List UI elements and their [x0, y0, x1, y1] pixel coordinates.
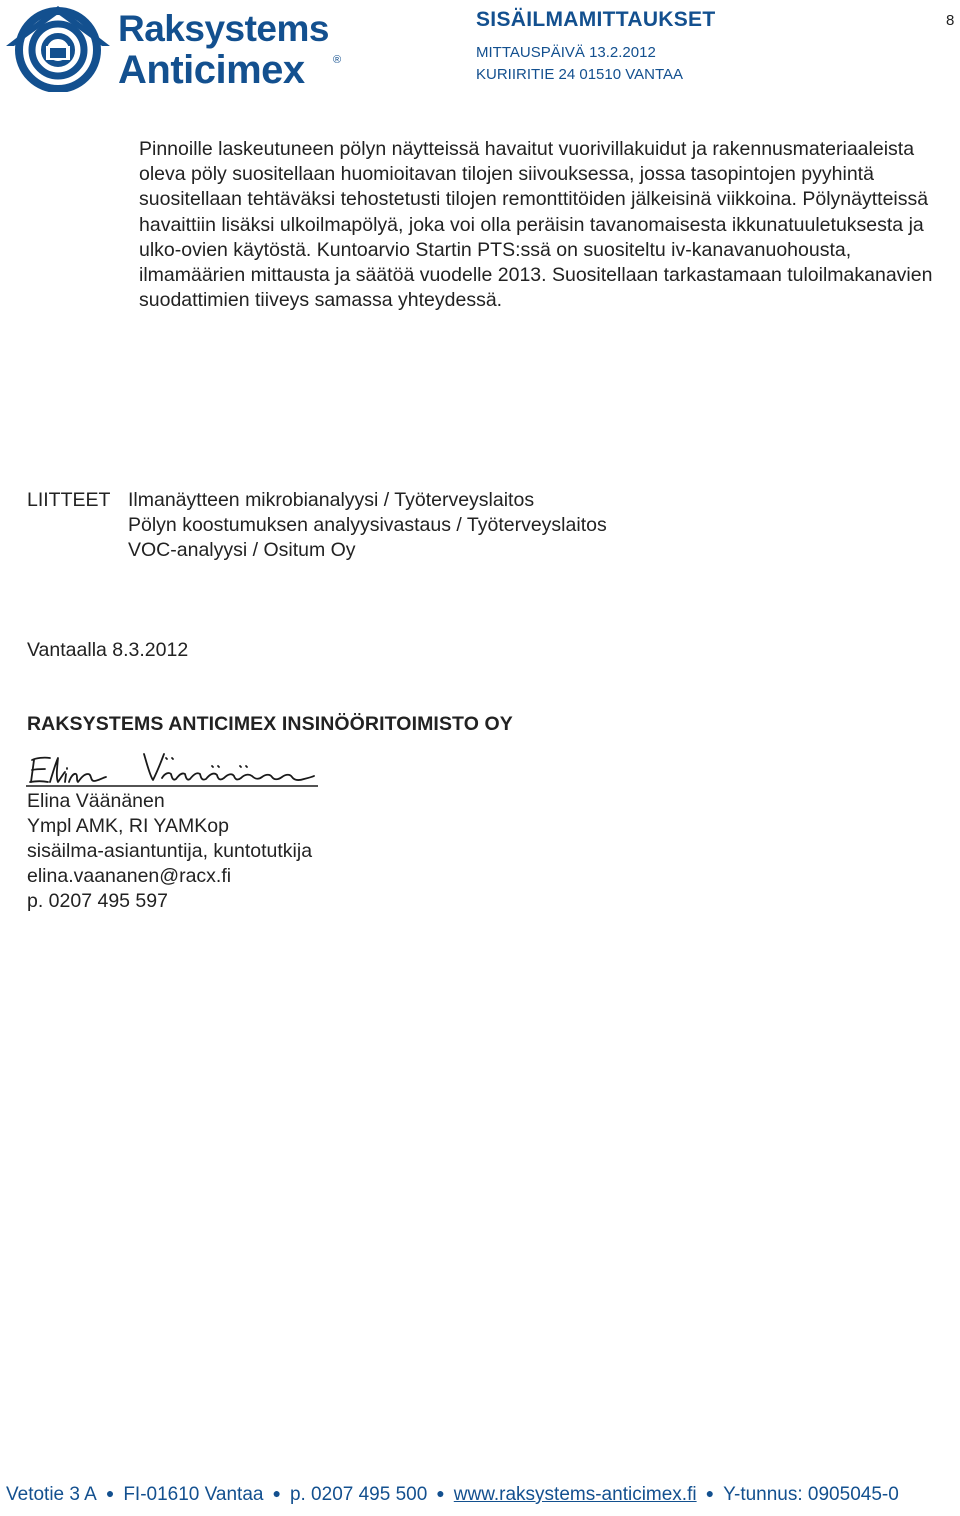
attachments-label: LIITTEET: [27, 489, 111, 511]
logo-wordmark-line1: Raksystems: [118, 8, 329, 49]
company-name: RAKSYSTEMS ANTICIMEX INSINÖÖRITOIMISTO OY: [27, 713, 513, 735]
page-number: 8: [946, 12, 955, 29]
attachment-item: VOC-analyysi / Ositum Oy: [128, 539, 356, 561]
signer-details: [27, 789, 312, 914]
attachments-list: [128, 488, 607, 563]
logo-wordmark-line2: Anticimex: [118, 48, 305, 92]
footer-business-id: Y-tunnus: 0905045-0: [723, 1484, 899, 1505]
page-footer: [6, 1484, 899, 1506]
attachment-item: Pölyn koostumuksen analyysivastaus / Työterveyslaitos: [128, 514, 607, 536]
document-title: SISÄILMAMITTAUKSET: [476, 8, 716, 31]
measurement-date: MITTAUSPÄIVÄ 13.2.2012: [476, 44, 656, 61]
place-and-date: Vantaalla 8.3.2012: [27, 639, 189, 661]
attachment-item: Ilmanäytteen mikrobianalyysi / Työterveyslaitos: [128, 489, 535, 511]
registered-mark: ®: [333, 54, 342, 66]
bullet-separator: ●: [436, 1485, 445, 1501]
site-address: KURIIRITIE 24 01510 VANTAA: [476, 66, 684, 83]
bullet-separator: ●: [272, 1485, 281, 1501]
signer-name: Elina Väänänen: [27, 790, 165, 812]
handwritten-signature: [26, 748, 318, 788]
logo-mark-icon: [6, 6, 110, 92]
bullet-separator: ●: [105, 1485, 115, 1501]
footer-phone: p. 0207 495 500: [289, 1484, 428, 1505]
footer-website-link[interactable]: www.raksystems-anticimex.fi: [453, 1484, 697, 1505]
bullet-separator: ●: [705, 1485, 715, 1501]
signer-email[interactable]: elina.vaananen@racx.fi: [27, 865, 232, 887]
signer-phone: p. 0207 495 597: [27, 890, 168, 912]
footer-postal: FI-01610 Vantaa: [123, 1484, 264, 1505]
signer-title: sisäilma-asiantuntija, kuntotutkija: [27, 840, 313, 862]
signer-degree: Ympl AMK, RI YAMKop: [27, 815, 229, 837]
body-paragraph: Pinnoille laskeutuneen pölyn näytteissä havaitut vuorivillakuidut ja rakennusmateriaaleista oleva pöly suositellaan huomioitavan tilojen siivouksessa, jossa tasopintojen pyyhintä suositellaan tehtäväksi tehostetusti tilojen remonttitöiden jälkeisinä viikkoina. Pölynäytteissä havaittiin lisäksi ulkoilmapölyä, joka voi olla peräisin tavanomaisesta ikkunatuuletuksesta ja ulko-ovien käytöstä. Kuntoarvio Startin PTS:ssä on suositeltu iv-kanavanuohousta, ilmamäärien mittausta ja säätöä vuodelle 2013. Suositellaan tarkastamaan tuloilmakanavien suodattimien tiiveys samassa yhteydessä.: [139, 138, 933, 312]
footer-street: Vetotie 3 A: [6, 1484, 97, 1505]
company-logo: [6, 6, 346, 96]
